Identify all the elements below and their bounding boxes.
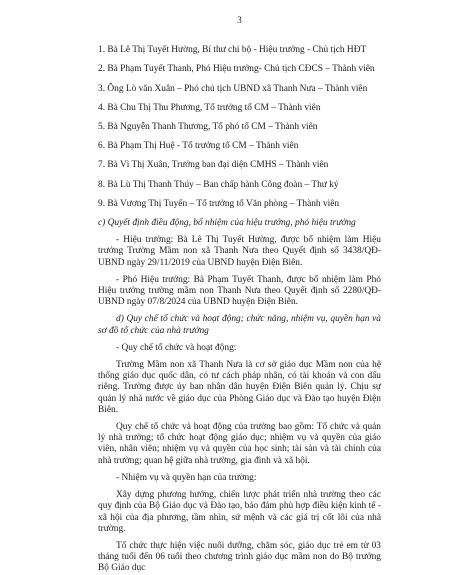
page-number: 3 [237,15,242,25]
list-item: 2. Bà Phạm Tuyết Thanh, Phó Hiệu trưởng- Chủ tịch CĐCS – Thành viên [98,64,375,75]
rules-paragraph: Quy chế tổ chức và hoạt động của trường bao gồm: Tổ chức và quản lý nhà trường; tổ chức hoạt động giáo dục; nhiệm vụ và quyền của giáo viên, nhân viên; nhiệm vụ và quyền của học sinh; tài sản và tài chính của nhà trường; quan hệ giữa nhà trường, gia đình và xã hội. [98,422,381,466]
last-paragraph: Tổ chức thực hiện việc nuôi dưỡng, chăm sóc, giáo dục trẻ em từ 03 tháng tuổi đến 06 tuổi theo chương trình giáo dục mầm non do Bộ trưởng Bộ Giáo dục [98,540,381,574]
list-item: 9. Bà Vương Thị Tuyến – Tổ trưởng tổ Văn phòng – Thành viên [98,198,340,209]
strategy-paragraph: Xây dựng phương hướng, chiến lược phát triển nhà trường theo các quy định của Bộ Giáo dục và Đào tạo, bảo đảm phù hợp điều kiện kinh tế - xã hội của địa phương, tầm nhìn, sứ mệnh và các giá trị cốt lõi của nhà trường. [98,490,381,534]
list-item: 7. Bà Vì Thị Xuân, Trưởng ban đại diện CMHS – Thành viên [98,160,329,171]
duties-heading: - Nhiệm vụ và quyền hạn của trường: [116,472,257,483]
principal-paragraph: - Hiệu trưởng: Bà Lê Thị Tuyết Hường, được bổ nhiệm làm Hiệu trưởng Trường Mầm non xã Thanh Nưa theo Quyết định số 3438/QĐ-UBND ngày 29/11/2019 của UBND huyện Điện Biên. [98,235,381,268]
member-list [98,45,381,210]
school-paragraph: Trường Mầm non xã Thanh Nưa là cơ sở giáo dục Mầm non của hệ thống giáo dục quốc dân, có tư cách pháp nhân, có tài khoản và con dấu riêng. Trường được ủy ban nhân dân huyện Điện Biên quản lý. Chịu sự quản lý nhà nước về giáo dục của Phòng Giáo dục và Đào tạo huyện Điện Biên. [98,360,381,415]
section-d-heading: d) Quy chế tổ chức và hoạt động; chức năng, nhiệm vụ, quyền hạn và sơ đồ tổ chức của nhà trường [98,314,381,336]
section-c-heading: c) Quyết định điều động, bổ nhiệm của hiệu trưởng, phó hiệu trưởng [98,218,356,229]
vice-principal-paragraph: - Phó Hiệu trưởng: Bà Phạm Tuyết Thanh, được bổ nhiệm làm Phó Hiệu trưởng trường mầm non Thanh Nưa theo Quyết định số 2280/QĐ-UBND ngày 07/8/2024 của UBND huyện Điện Biên. [98,274,381,308]
list-item: 6. Bà Phạm Thị Huệ - Tổ trưởng tổ CM – Thành viên [98,141,299,152]
list-item: 3. Ông Lò văn Xuân – Phó chủ tịch UBND xã Thanh Nưa – Thành viên [98,83,368,94]
list-item: 5. Bà Nguyễn Thanh Thương, Tổ phó tổ CM – Thành viên [98,122,318,133]
list-item: 1. Bà Lê Thị Tuyết Hường, Bí thư chi bộ - Hiệu trưởng - Chủ tịch HĐT [98,45,367,56]
list-item: 4. Bà Chu Thị Thu Phương, Tổ trưởng tổ CM – Thành viên [98,102,321,113]
list-item: 8. Bà Lù Thị Thanh Thúy – Ban chấp hành Công đoàn – Thư ký [98,179,339,190]
rules-heading: - Quy chế tổ chức và hoạt động: [116,342,237,353]
